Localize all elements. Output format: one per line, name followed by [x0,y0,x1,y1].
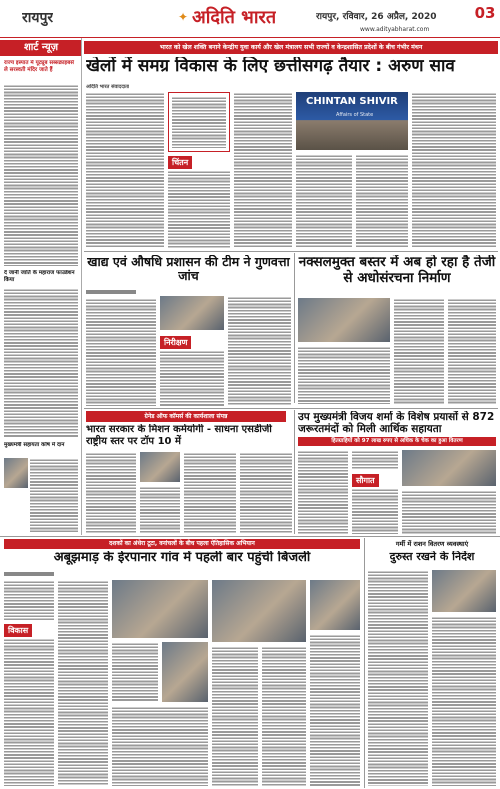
story7-body-col2 [432,616,496,786]
sidebar-item3-head: मुख्यमंत्री सहायता कोष में दान [4,442,65,448]
story2-headline: खाद्य एवं औषधि प्रशासन की टीम ने गुणवत्ता जांच [87,255,290,284]
story3-photo [298,298,390,342]
logo-star-icon: ✦ [178,10,189,24]
logo-text: अदिति भारत [192,7,277,28]
story7-body-col1 [368,570,428,786]
lead-byline: अदिति भारत संवाददाता [86,84,130,90]
story2-photo [160,296,224,330]
story6-photo3 [212,580,306,642]
divider-1 [84,251,498,252]
lead-kicker: चिंतन [168,156,192,169]
story7-bar: गर्मी में राशन वितरण व्यवस्थाएं [395,540,469,548]
sidebar-item2-body [4,288,78,438]
story2-byline [86,290,136,294]
story6-kicker: विकास [4,624,32,637]
lead-body-col6 [412,92,496,248]
story2-kicker: निरीक्षण [160,336,191,349]
divider-v1 [294,253,295,403]
sidebar-photo [4,458,28,488]
story5-kicker: सौगात [352,474,379,487]
story5-body-col2 [352,450,398,470]
lead-body-col5 [356,154,408,248]
story7-headline: दुरुस्त रखने के निर्देश [389,551,475,563]
masthead-city: रायपुर [22,10,54,26]
story4-body-col2 [140,486,180,534]
lead-photo-banner: CHINTAN SHIVIR [306,96,398,107]
story6-body-col4 [112,706,208,786]
story5-sub: हितग्राहियों को 97 लाख रुपए से अधिक के चेक का हुआ वितरण [298,437,496,446]
story2-body-col1 [86,298,156,406]
story4-headline: भारत सरकार के मिशन कर्मयोगी - साधना एसडीजी राष्ट्रीय स्तर पर टॉप 10 में [86,424,272,447]
story2-body-col3 [228,296,291,406]
sidebar-item1-body [4,84,78,266]
divider-3 [0,536,500,537]
lead-bullet-box [168,92,230,152]
story5-body-col4 [402,490,496,534]
story5-headline: उप मुख्यमंत्री विजय शर्मा के विशेष प्रयासों से 872 जरूरतमंदों को मिली आर्थिक सहायता [298,411,495,436]
sidebar-item1-head: राज्य इस्पात में यूट्यूब सब्सक्राइबर्स ले सरस्वती मंदिर जाते हैं [4,60,74,73]
logo [178,2,288,34]
masthead-date: रायपुर, रविवार, 26 अप्रैल, 2020 [316,12,437,22]
story5-photo [402,450,496,486]
lead-body-col3 [234,92,292,248]
lead-headline: खेलों में समग्र विकास के लिए छत्तीसगढ़ तैयार : अरुण साव [86,57,455,76]
story5-body-col1 [298,450,348,534]
story6-body-col1 [4,580,54,620]
divider-v2 [294,410,295,534]
story6-body-col5 [212,646,258,786]
story7-photo [432,570,496,612]
lead-bullet-lines [172,96,226,148]
story6-body-col6 [262,646,306,786]
divider-2 [84,408,498,409]
story6-body-col2 [58,580,108,786]
lead-body-col1 [86,92,164,248]
story3-headline: नक्सलमुक्त बस्तर में अब हो रहा है तेजी से अधोसंरचना निर्माण [298,255,496,286]
story2-body-col2 [160,350,224,406]
story6-body-col7 [310,634,360,786]
story4-body-col3 [184,452,236,534]
masthead [0,0,500,38]
story6-photo1 [112,580,208,638]
story6-body-col3 [112,642,158,702]
story4-body-col4 [240,452,292,534]
sidebar-title: शार्ट न्यूज़ [0,40,82,56]
lead-body-col2 [168,170,230,248]
story6-photo4 [310,580,360,630]
sidebar [0,38,82,535]
story4-bar: ग्रेनेड ऑफ कॉमर्स की कार्यशाला संपन्न [86,411,286,422]
divider-v3 [364,538,365,788]
website-link[interactable]: www.adityabharat.com [360,26,430,33]
story4-photo [140,452,180,482]
story3-body-col1 [394,298,444,404]
page-number: 03 [474,4,496,22]
story6-body-col1b [4,638,54,786]
lead-photo [296,92,408,150]
story6-headline: अबूझमाड़ के ईरपानार गांव में पहली बार पहुंची बिजली [53,551,311,565]
story4-body-col1 [86,452,136,534]
story6-byline [4,572,54,576]
story3-body-col2 [448,298,496,404]
top-banner: भारत को खेल शक्ति बनाने केन्द्रीय युवा कार्य और खेल मंत्रालय सभी राज्यों व केन्द्रशासित प्रदेशों के बीच गंभीर मंथन [84,41,498,54]
story5-body-col3 [352,488,398,534]
story3-body-col3 [298,346,390,404]
story6-photo2 [162,642,208,702]
sidebar-item3-body [30,458,78,532]
lead-body-col4 [296,154,352,248]
lead-photo-caption: Affairs of State [336,112,374,118]
story6-bar: दशकों का अंधेरा टूटा, वनांचलों के बीच पहला ऐतिहासिक अभियान [4,539,360,549]
sidebar-item2-head: दे जानी जाति के महाराज फाउंडेशन किया [4,270,75,283]
